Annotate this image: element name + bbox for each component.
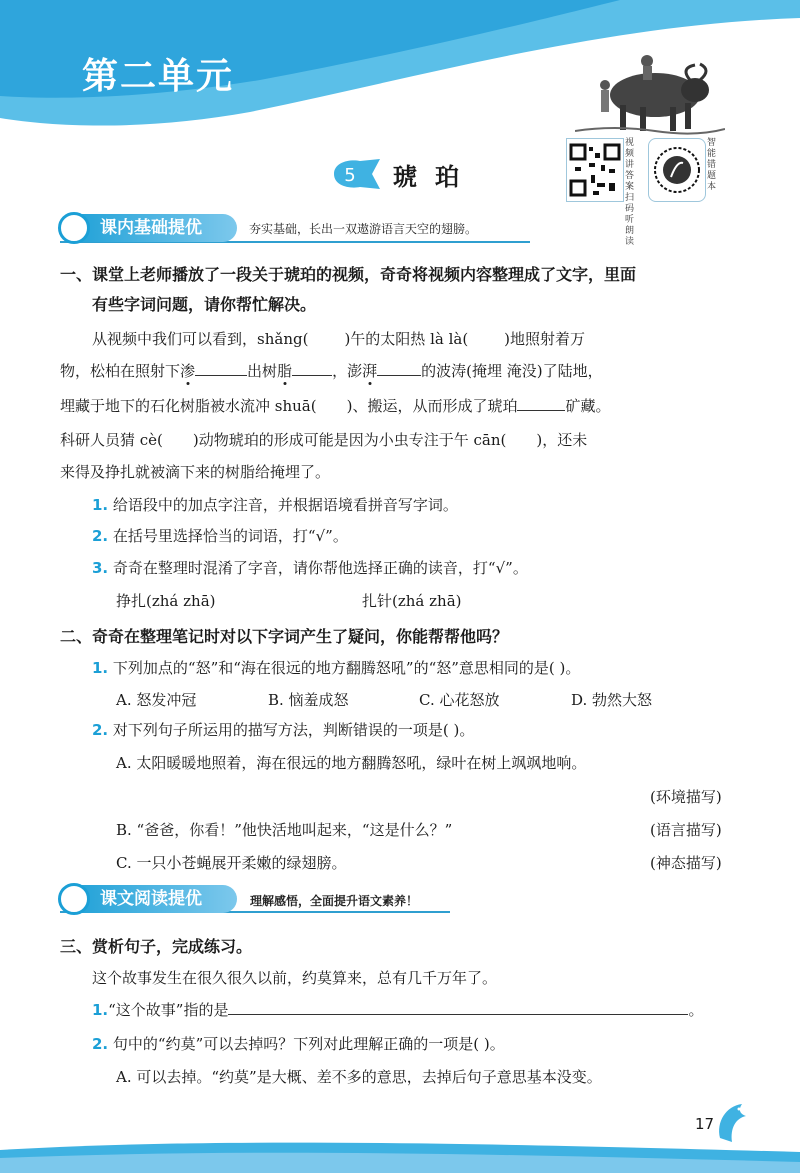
qr-left-label: 视频讲答案扫码听朗读	[625, 138, 635, 247]
unit-title: 第二单元	[82, 56, 235, 97]
q1-option-zhazhen[interactable]: 扎针(zhá zhā)	[362, 592, 462, 610]
q3-sub2-option-a[interactable]: A. 可以去掉。“约莫”是大概、差不多的意思，去掉后句子意思基本没变。	[116, 1068, 602, 1086]
q2-sub2-option-b[interactable]: B. “爸爸，你看！”他快活地叫起来，“这是什么？”	[116, 821, 453, 839]
lesson-title: 琥珀	[393, 163, 477, 191]
leaf-icon	[58, 212, 90, 244]
q2-sub1-option-d[interactable]: D. 勃然大怒	[571, 691, 653, 709]
blank[interactable]	[517, 396, 565, 411]
dolphin-icon	[712, 1098, 752, 1148]
q2-sub2-option-c[interactable]: C. 一只小苍蝇展开柔嫩的绿翅膀。	[116, 854, 347, 872]
q2-sub2-tag-a: (环境描写)	[650, 788, 722, 806]
q3-sub1: 1.“这个故事”指的是 。	[92, 1001, 704, 1019]
qr-code-video[interactable]	[566, 138, 624, 202]
qr-code-error-book[interactable]	[648, 138, 706, 202]
q2-heading: 二、奇奇在整理笔记时对以下字词产生了疑问，你能帮帮他吗？	[60, 627, 509, 646]
q3-sentence: 这个故事发生在很久很久以前，约莫算来，总有几千万年了。	[92, 969, 498, 987]
section2-title: 课文阅读提优	[100, 889, 202, 909]
q1-heading-line2: 有些字词问题，请你帮忙解决。	[92, 295, 317, 314]
q1-option-zhengzha[interactable]: 挣扎(zhá zhā)	[116, 592, 216, 610]
q2-sub2-tag-c: (神态描写)	[650, 854, 722, 872]
q1-paragraph-line4: 科研人员猜 cè( )动物琥珀的形成可能是因为小虫专注于午 cān( )，还未	[60, 431, 588, 449]
q1-paragraph-line3: 埋藏于地下的石化树脂被水流冲 shuā( )、搬运，从而形成了琥珀 矿藏。	[60, 397, 611, 415]
footer-wave	[0, 1120, 800, 1173]
q1-sub2: 2. 在括号里选择恰当的词语，打“√”。	[92, 527, 348, 545]
lesson-number: 5	[344, 165, 356, 186]
qr-right-label: 智能错题本	[707, 138, 717, 192]
q2-sub1: 1. 下列加点的“怒”和“海在很远的地方翻腾怒吼”的“怒”意思相同的是( )。	[92, 659, 581, 677]
blank[interactable]	[377, 361, 421, 376]
q2-sub2-tag-b: (语言描写)	[650, 821, 722, 839]
q1-sub1: 1. 给语段中的加点字注音，并根据语境看拼音写字词。	[92, 496, 458, 514]
section1-title: 课内基础提优	[100, 218, 202, 238]
q2-sub2-option-a[interactable]: A. 太阳暖暖地照着，海在很远的地方翻腾怒吼，绿叶在树上飒飒地响。	[116, 754, 587, 772]
q2-sub1-option-a[interactable]: A. 怒发冲冠	[116, 691, 197, 709]
buffalo-illustration	[575, 35, 725, 135]
lesson-number-badge	[330, 157, 382, 191]
q1-paragraph-line2: 物，松柏在照射下渗 出树脂 ，澎湃 的波涛(掩埋 淹没)了陆地，	[60, 362, 603, 380]
section2-desc: 理解感悟，全面提升语文素养！	[250, 894, 419, 908]
blank[interactable]	[195, 361, 247, 376]
q1-sub3: 3. 奇奇在整理时混淆了字音，请你帮他选择正确的读音，打“√”。	[92, 559, 528, 577]
q2-sub1-option-c[interactable]: C. 心花怒放	[419, 691, 500, 709]
blank[interactable]	[292, 361, 332, 376]
page-number: 17	[695, 1115, 715, 1133]
q1-heading-line1: 一、课堂上老师播放了一段关于琥珀的视频，奇奇将视频内容整理成了文字，里面	[60, 265, 637, 284]
leaf-icon	[58, 883, 90, 915]
q2-sub1-option-b[interactable]: B. 恼羞成怒	[268, 691, 349, 709]
q1-paragraph-line5: 来得及挣扎就被滴下来的树脂给掩埋了。	[60, 463, 331, 481]
section1-desc: 夯实基础，长出一双遨游语言天空的翅膀。	[249, 222, 478, 236]
answer-line[interactable]	[228, 1000, 688, 1015]
q2-sub2: 2. 对下列句子所运用的描写方法，判断错误的一项是( )。	[92, 721, 475, 739]
q3-sub2: 2. 句中的“约莫”可以去掉吗？下列对此理解正确的一项是( )。	[92, 1035, 505, 1053]
q3-heading: 三、赏析句子，完成练习。	[60, 937, 253, 956]
q1-paragraph-line1: 从视频中我们可以看到，shǎng( )午的太阳热 là là( )地照射着万	[92, 330, 586, 348]
